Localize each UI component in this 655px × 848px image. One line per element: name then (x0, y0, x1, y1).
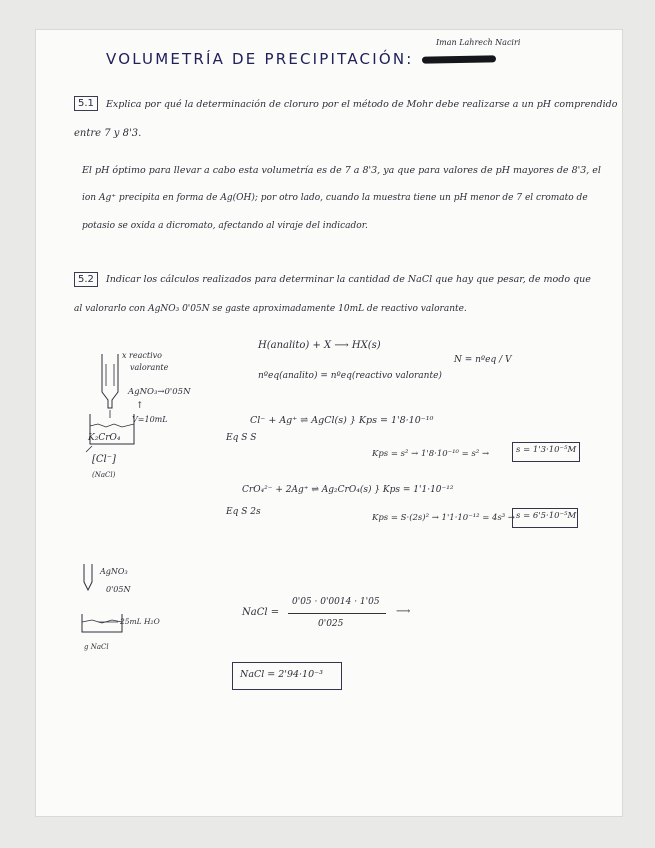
valorante-label: valorante (130, 363, 169, 372)
equation-analyte: H(analito) + X ⟶ HX(s) (258, 340, 381, 351)
calc-arrow: ⟶ (396, 606, 411, 617)
notebook-page (36, 30, 622, 816)
water-volume-label: 25mL H₂O (120, 617, 160, 626)
scribble-mark (422, 55, 496, 63)
question-number-5-2: 5.2 (74, 272, 98, 287)
calc-label: NaCl = (242, 607, 280, 618)
answer-5-1-line2: ion Ag⁺ precipita en forma de Ag(OH); por otro lado, cuando la muestra tiene un pH menor de 7 el cromato de (82, 193, 588, 203)
question-number-5-1: 5.1 (74, 96, 98, 111)
agno3-label-2: AgNO₃ (100, 567, 128, 576)
equation-agcl-equilibrium-row: Eq S S (226, 433, 257, 443)
equation-agcl: Cl⁻ + Ag⁺ ⇌ AgCl(s) } Kps = 1'8·10⁻¹⁰ (250, 415, 434, 426)
page-title: VOLUMETRÍA DE PRECIPITACIÓN: (106, 50, 414, 68)
question-5-1-text-line1: Explica por qué la determinación de cloruro por el método de Mohr debe realizarse a un pH comprendido (106, 99, 618, 110)
equation-ag2cro4: CrO₄²⁻ + 2Ag⁺ ⇌ Ag₂CrO₄(s) } Kps = 1'1·10⁻¹² (242, 485, 454, 495)
normality-formula: N = nºeq / V (454, 355, 512, 365)
k2cro4-label: K₂CrO₄ (88, 433, 121, 443)
question-5-2-text-line2: al valorarlo con AgNO₃ 0'05N se gaste aproximadamente 10mL de reactivo valorante. (74, 304, 467, 314)
agno3-normality-2: 0'05N (106, 585, 131, 594)
question-5-1-text-line2: entre 7 y 8'3. (74, 128, 142, 139)
final-result: NaCl = 2'94·10⁻³ (240, 669, 323, 680)
ag2cro4-solubility-result: s = 6'5·10⁻⁵M (516, 511, 577, 521)
agcl-solubility-result: s = 1'3·10⁻⁵M (516, 445, 577, 455)
chloride-label: [Cl⁻] (92, 454, 116, 465)
agcl-kps-calc: Kps = s² → 1'8·10⁻¹⁰ = s² → (372, 449, 490, 459)
calc-numerator: 0'05 · 0'0014 · 1'05 (292, 597, 380, 607)
equivalents-equality: nºeq(analito) = nºeq(reactivo valorante) (258, 371, 442, 381)
equation-ag2cro4-equilibrium-row: Eq S 2s (226, 507, 261, 517)
volume-label: V=10mL (132, 415, 168, 424)
answer-5-1-line3: potasio se oxida a dicromato, afectando al viraje del indicador. (82, 221, 368, 231)
ag2cro4-kps-calc: Kps = S·(2s)² → 1'1·10⁻¹² = 4s³ → (372, 513, 516, 523)
reactivo-label: x reactivo (122, 351, 162, 360)
up-arrow: ↑ (136, 401, 144, 411)
fraction-bar (288, 613, 386, 614)
answer-5-1-line1: El pH óptimo para llevar a cabo esta volumetría es de 7 a 8'3, ya que para valores de pH mayores de 8'3, el (82, 165, 601, 176)
nacl-mass-label: g NaCl (84, 643, 109, 651)
nacl-label: (NaCl) (92, 471, 116, 479)
author-name: Iman Lahrech Naciri (436, 38, 521, 47)
calc-denominator: 0'025 (318, 619, 344, 629)
question-5-2-text-line1: Indicar los cálculos realizados para determinar la cantidad de NaCl que hay que pesar, de modo que (106, 274, 591, 285)
agno3-concentration: AgNO₃→0'05N (128, 387, 191, 397)
